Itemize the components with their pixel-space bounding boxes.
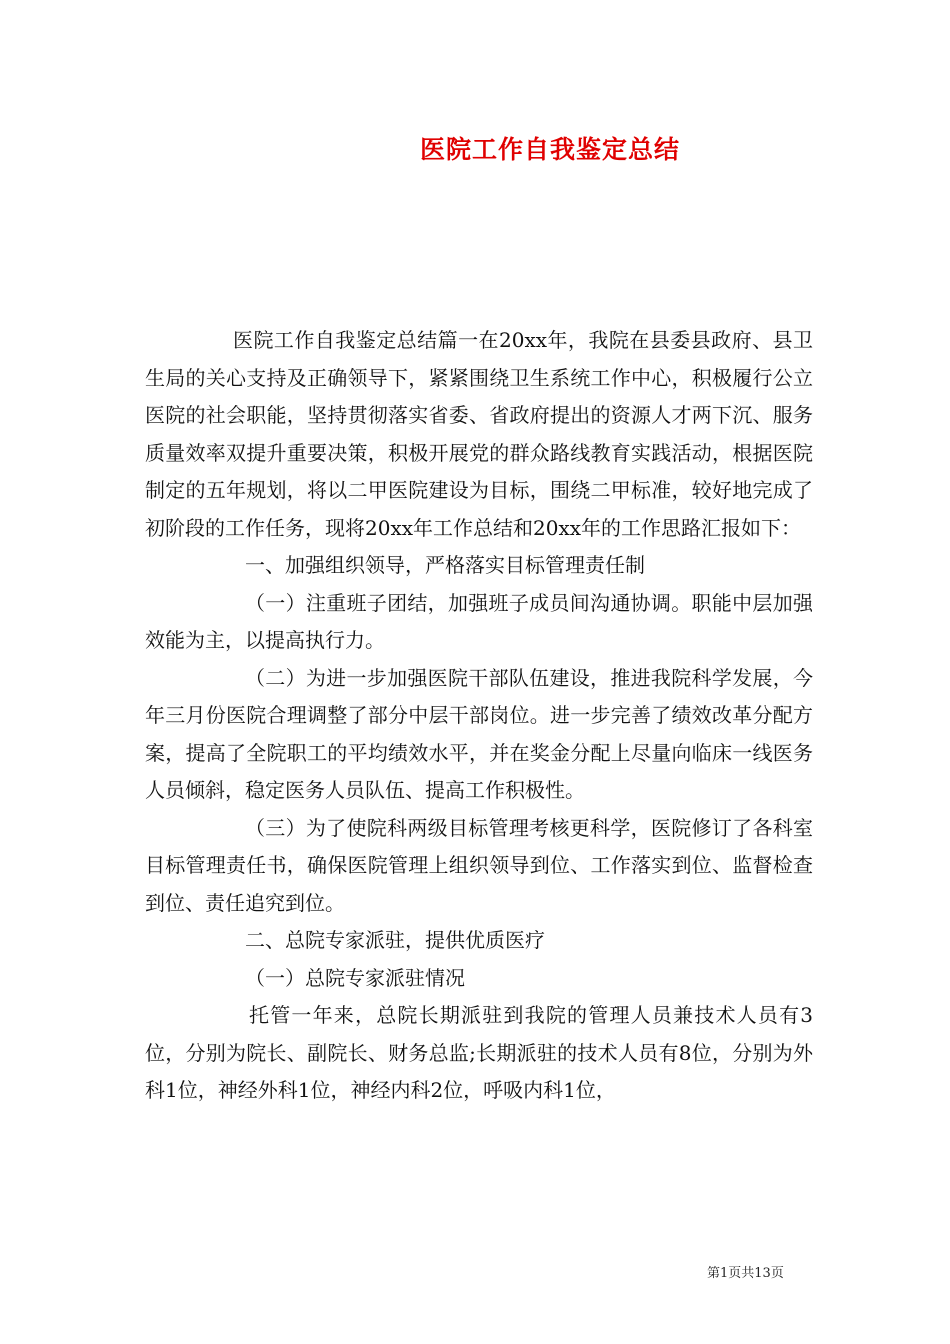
paragraph-intro: 医院工作自我鉴定总结篇一在20xx年，我院在县委县政府、县卫生局的关心支持及正确领导下，紧紧围绕卫生系统工作中心，积极履行公立医院的社会职能，坚持贯彻落实省委、省政府提出的资源人才两下沉、服务质量效率双提升重要决策，积极开展党的群众路线教育实践活动，根据医院制定的五年规划，将以二甲医院建设为目标，围绕二甲标准，较好地完成了初阶段的工作任务，现将20xx年工作总结和20xx年的工作思路汇报如下： (145, 328, 813, 540)
document-title: 医院工作自我鉴定总结 (419, 135, 680, 164)
document-body (145, 322, 813, 1110)
paragraph-1-3: （三）为了使院科两级目标管理考核更科学，医院修订了各科室目标管理责任书，确保医院管理上组织领导到位、工作落实到位、监督检查到位、责任追究到位。 (145, 815, 813, 915)
paragraph-2-1: 托管一年来，总院长期派驻到我院的管理人员兼技术人员有3位，分别为院长、副院长、财务总监;长期派驻的技术人员有8位，分别为外科1位，神经外科1位，神经内科2位，呼吸内科1位， (145, 1003, 813, 1102)
paragraph-1-2: （二）为进一步加强医院干部队伍建设，推进我院科学发展，今年三月份医院合理调整了部分中层干部岗位。进一步完善了绩效改革分配方案，提高了全院职工的平均绩效水平，并在奖金分配上尽量向临床一线医务人员倾斜，稳定医务人员队伍、提高工作积极性。 (145, 665, 813, 802)
heading-subsection-2-1: （一）总院专家派驻情况 (245, 965, 465, 990)
paragraph-1-1: （一）注重班子团结，加强班子成员间沟通协调。职能中层加强效能为主，以提高执行力。 (145, 590, 813, 652)
heading-section-2: 二、总院专家派驻，提供优质医疗 (245, 928, 545, 952)
page-number: 第1页共13页 (707, 1266, 784, 1281)
heading-section-1: 一、加强组织领导，严格落实目标管理责任制 (245, 553, 645, 577)
